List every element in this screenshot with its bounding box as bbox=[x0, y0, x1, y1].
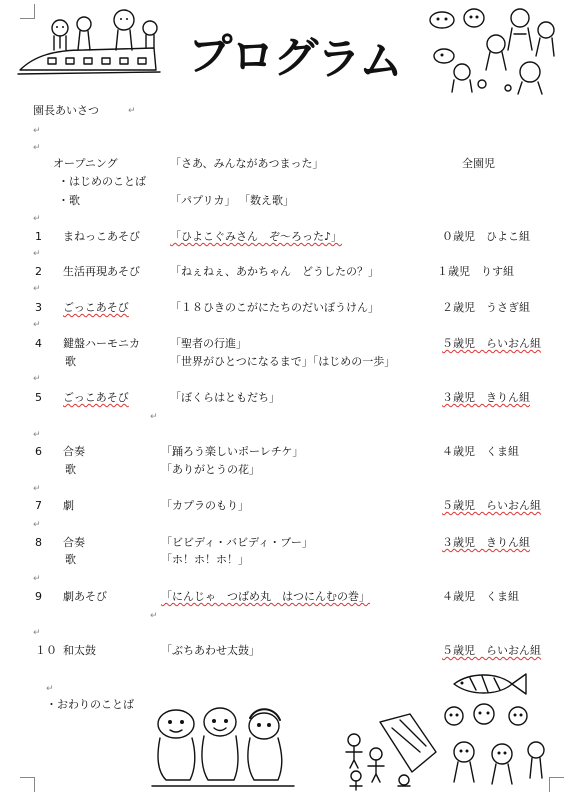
paragraph-mark: ↵ bbox=[33, 284, 41, 294]
program-title: 「１８ひきのこがにたちのだいぼうけん」 bbox=[170, 301, 379, 314]
opening-sub-item: ・歌 bbox=[58, 194, 80, 207]
program-number: 5 bbox=[35, 391, 42, 404]
paragraph-mark: ↵ bbox=[150, 412, 158, 422]
greeting-text: 園長あいさつ bbox=[33, 104, 99, 117]
paragraph-mark: ↵ bbox=[33, 143, 41, 153]
program-activity-2: 歌 bbox=[65, 355, 76, 368]
program-title-2: 「世界がひとつになるまで」「はじめの一歩」 bbox=[170, 355, 396, 368]
program-activity: 生活再現あそび bbox=[63, 265, 140, 278]
crop-mark-bottom-left bbox=[20, 777, 35, 792]
paragraph-mark: ↵ bbox=[33, 126, 41, 136]
program-group: ３歳児 きりん組 bbox=[442, 391, 530, 404]
paragraph-mark: ↵ bbox=[33, 574, 41, 584]
closing-text: ・おわりのことば bbox=[46, 698, 134, 711]
program-title: 「ぶちあわせ太鼓」 bbox=[161, 644, 260, 657]
paragraph-mark: ↵ bbox=[33, 484, 41, 494]
program-number: 2 bbox=[35, 265, 42, 278]
creatures-drawing-bottom-middle bbox=[340, 712, 440, 792]
children-drawing-top bbox=[422, 4, 558, 96]
program-activity: 合奏 bbox=[63, 445, 85, 458]
crop-mark-bottom-right bbox=[549, 777, 564, 792]
opening-group: 全園児 bbox=[462, 157, 495, 170]
program-group: ３歳児 きりん組 bbox=[442, 536, 530, 549]
program-activity: 合奏 bbox=[63, 536, 85, 549]
program-title-2: 「ホ！ホ！ホ！」 bbox=[161, 553, 249, 566]
program-title: 「ひよこぐみさん ぞ～ろった♪」 bbox=[170, 230, 343, 243]
children-drawing-bottom-right bbox=[440, 670, 550, 788]
program-number: 6 bbox=[35, 445, 42, 458]
program-number: 4 bbox=[35, 337, 42, 350]
paragraph-mark: ↵ bbox=[33, 628, 41, 638]
program-title: 「にんじゃ つばめ丸 はつにんむの巻」 bbox=[161, 590, 370, 603]
paragraph-mark: ↵ bbox=[33, 520, 41, 530]
program-group: ２歳児 うさぎ組 bbox=[442, 301, 530, 314]
program-title-2: 「ありがとうの花」 bbox=[161, 463, 260, 476]
program-group: ５歳児 らいおん組 bbox=[442, 499, 541, 512]
program-title: 「ビビディ・バビディ・ブー」 bbox=[161, 536, 313, 549]
paragraph-mark: ↵ bbox=[150, 611, 158, 621]
program-activity: ごっこあそび bbox=[63, 391, 129, 404]
program-activity: 劇あそび bbox=[63, 590, 107, 603]
program-activity: 劇 bbox=[63, 499, 74, 512]
program-number: 3 bbox=[35, 301, 42, 314]
program-activity: 鍵盤ハーモニカ bbox=[63, 337, 140, 350]
program-title: 「ぼくらはともだち」 bbox=[170, 391, 280, 404]
train-drawing bbox=[14, 8, 164, 78]
program-activity-2: 歌 bbox=[65, 553, 76, 566]
program-activity: まねっこあそび bbox=[63, 230, 140, 243]
program-group: ５歳児 らいおん組 bbox=[442, 337, 541, 350]
program-title: 「カプラのもり」 bbox=[161, 499, 249, 512]
program-title: 「ねぇねぇ、あかちゃん どうしたの？」 bbox=[170, 265, 379, 278]
program-group: ５歳児 らいおん組 bbox=[442, 644, 541, 657]
program-number: １０ bbox=[35, 644, 57, 657]
program-title: 「踊ろう楽しいポーレチケ」 bbox=[161, 445, 304, 458]
paragraph-mark: ↵ bbox=[46, 684, 54, 694]
opening-sub-item: ・はじめのことば bbox=[58, 175, 146, 188]
opening-sub-song: 「パプリカ」 「数え歌」 bbox=[170, 194, 294, 207]
paragraph-mark: ↵ bbox=[33, 374, 41, 384]
program-activity: ごっこあそび bbox=[63, 301, 129, 314]
paragraph-mark: ↵ bbox=[128, 106, 136, 116]
program-number: 8 bbox=[35, 536, 42, 549]
program-group: ４歳児 くま組 bbox=[442, 590, 519, 603]
paragraph-mark: ↵ bbox=[33, 320, 41, 330]
program-number: 9 bbox=[35, 590, 42, 603]
program-group: １歳児 りす組 bbox=[437, 265, 514, 278]
paragraph-mark: ↵ bbox=[33, 430, 41, 440]
program-activity-2: 歌 bbox=[65, 463, 76, 476]
opening-label: オープニング bbox=[53, 157, 118, 170]
paragraph-mark: ↵ bbox=[33, 249, 41, 259]
program-activity: 和太鼓 bbox=[63, 644, 96, 657]
opening-song: 「さあ、みんながあつまった」 bbox=[170, 157, 324, 170]
program-number: 1 bbox=[35, 230, 42, 243]
page-title: プログラム bbox=[186, 29, 404, 88]
program-group: ４歳児 くま組 bbox=[442, 445, 519, 458]
program-number: 7 bbox=[35, 499, 42, 512]
paragraph-mark: ↵ bbox=[33, 214, 41, 224]
program-title: 「聖者の行進」 bbox=[170, 337, 247, 350]
program-group: ０歳児 ひよこ組 bbox=[442, 230, 530, 243]
children-drawing-bottom-left bbox=[148, 706, 298, 788]
